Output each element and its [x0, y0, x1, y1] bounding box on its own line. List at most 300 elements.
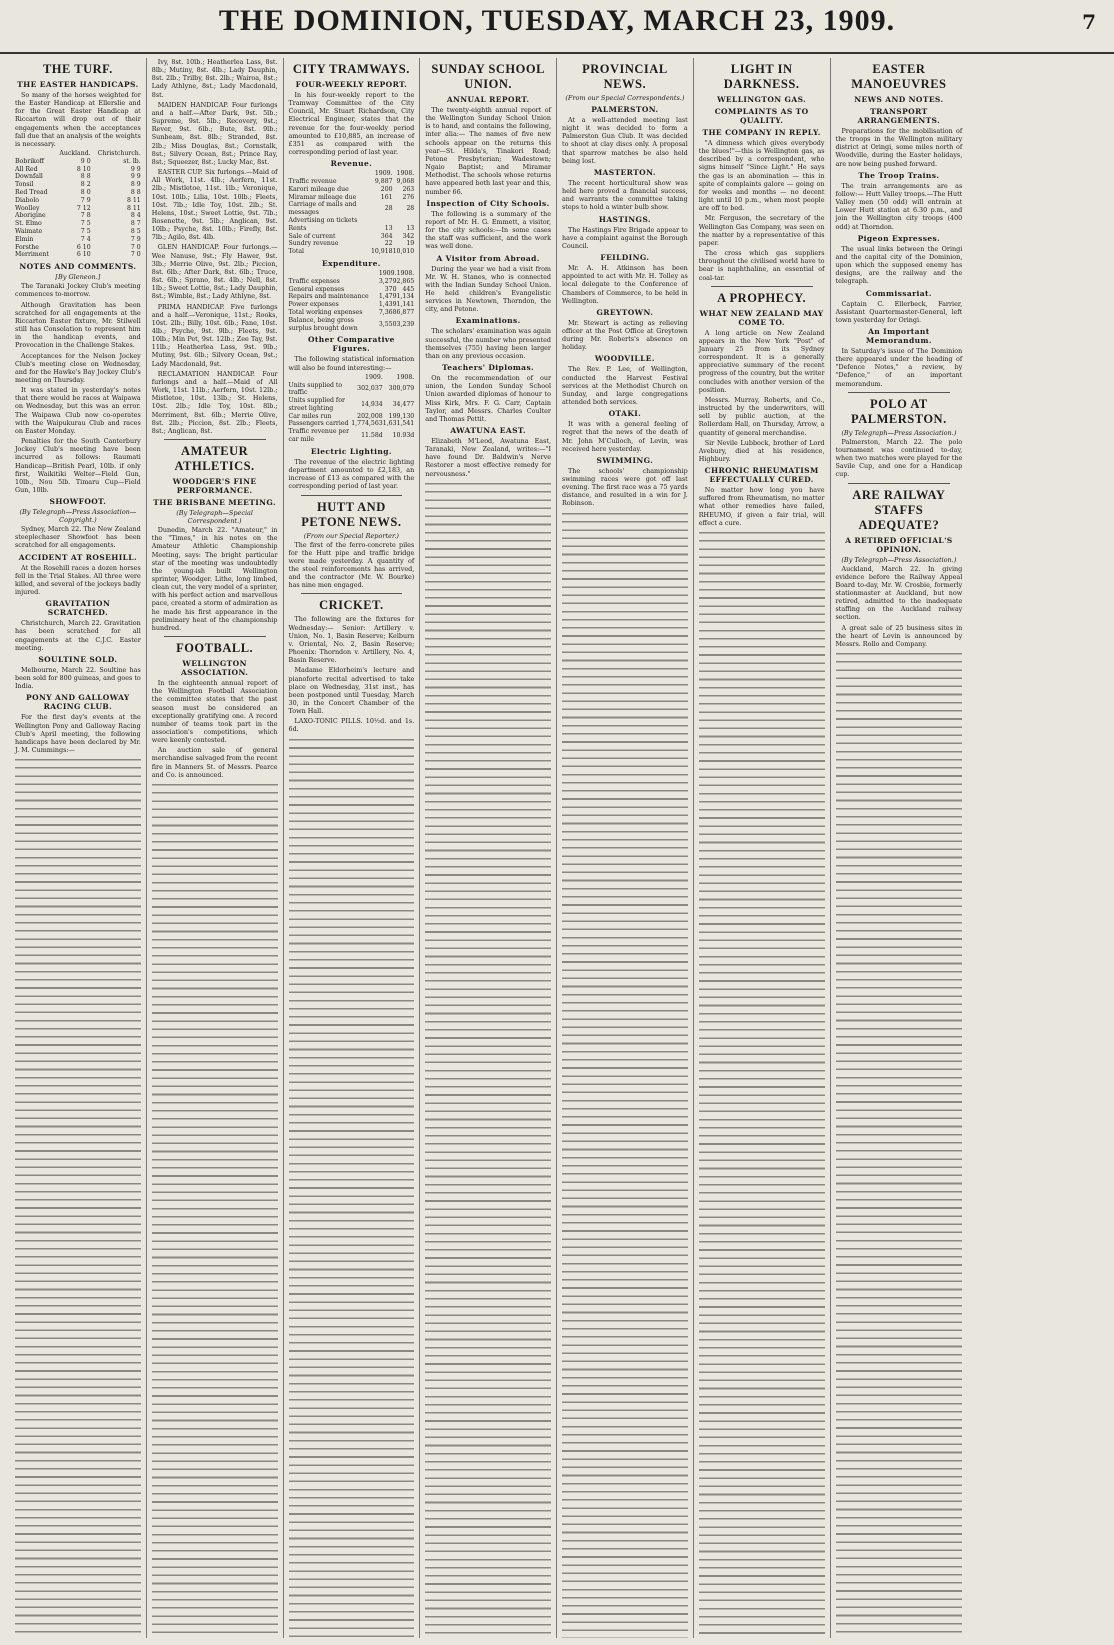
- table-row: [15, 220, 141, 228]
- divider: [711, 286, 813, 287]
- subheading: Teachers' Diplomas.: [442, 363, 535, 373]
- byline: (By Telegraph—Press Association.): [841, 428, 957, 437]
- table-cell: Balance, being gross surplus brought down: [288, 316, 358, 332]
- article-paragraph: [289, 458, 415, 491]
- article-paragraph: [15, 301, 141, 350]
- table-cell: 342: [402, 232, 415, 240]
- table-header-cell: Auckland.: [59, 150, 91, 158]
- table-row: [289, 309, 415, 317]
- table-header-cell: 1908.: [396, 170, 415, 178]
- subheading: FEILDING.: [600, 253, 650, 263]
- paragraph-text: So many of the horses weighted for the Easter Handicap at Ellerslie and for the Great Easter Handicap at Riccarton will drop out of their engagements when the acceptances fall due that an analysis of the weights is necessary.: [15, 91, 141, 148]
- byline: (By Telegraph—Press Association—Copyright.): [19, 508, 137, 525]
- article-paragraph: [152, 526, 278, 632]
- table-cell: 28: [406, 205, 415, 213]
- table-cell: 7 0: [130, 251, 141, 259]
- paragraph-text: A long article on New Zealand appears in the New York "Post" of January 25 from its Sydney correspondent. It is a generally appreciative summary of the recent progress of the country, but the writer concludes with another version of the position.: [698, 328, 825, 394]
- table-row: [289, 178, 415, 186]
- paragraph-text: It was stated in yesterday's notes that there would be races at Waipawa on Wednesday, but this was an error. The Waipawa Club now co-operates with the Waipukurau Club and races on Easter Monday.: [15, 386, 141, 435]
- subheading: WELLINGTON GAS.: [717, 95, 807, 104]
- table-cell: Aborigine: [15, 212, 46, 220]
- table-cell: 3,239: [396, 320, 415, 328]
- table-cell: 9,068: [396, 178, 415, 186]
- paragraph-text: At the Rosehill races a dozen horses fell in the Trial Stakes. All three were killed, and several of the jockeys badly injured.: [15, 563, 141, 597]
- table-cell: Sundry revenue: [288, 240, 339, 248]
- paragraph-text: The twenty-eighth annual report of the Wellington Sunday School Union is to hand, and contains the following, inter alia:— The names of five new schools appear on the returns this year—St. Hilda's, Tinakori Road; Petone Presbyterian; Wadestown; Ngaio Baptist; and Miramar Methodist. The schools whose returns have appeared both last year and this, number 66.: [425, 106, 551, 196]
- table-row: [289, 217, 415, 225]
- table-header-cell: [15, 150, 54, 158]
- paragraph-text: Dunedin, March 22. "Amateur," in the "Times," in his notes on the Amateur Athletic Championship Meeting, says: The bright particular star of the meeting was undoubtedly the young-ish built Wellington sprinter, Woodger. Lithe, long limbed, clean cut, the very model of a sprinter, with his perfect action and marvellous pace, created a storm of admiration as he made his first appearance in the preliminary heat of the championship hundred.: [151, 526, 278, 632]
- article-paragraph: [289, 91, 415, 156]
- article-paragraph: [699, 249, 825, 282]
- table-cell: 6,877: [396, 309, 415, 316]
- masthead-title: THE DOMINION, TUESDAY, MARCH 23, 1909.: [218, 4, 896, 37]
- table-header-cell: 1908.: [396, 270, 415, 278]
- table-row: [289, 397, 415, 413]
- subheading: WOODVILLE.: [594, 354, 655, 364]
- table-row: [15, 244, 141, 252]
- subheading: HASTINGS.: [598, 214, 651, 224]
- byline: (By Telegraph—Press Association.): [841, 555, 957, 564]
- table-cell: 8 11: [126, 204, 141, 212]
- section-heading: A PROPHECY.: [717, 290, 807, 305]
- table-cell: Miramar mileage due: [288, 193, 357, 201]
- paragraph-text: EASTER CUP. Six furlongs.—Maid of All Work, 11st. 4lb.; Aerfern, 11st. 2lb.; Mistletoe, 11st. 1lb.; Veronique, 10st. 10lb.; Lilia, 10st. 10lb.; Fleets, 10st. 7lb.; Idle Toy, 10st. 2lb.; St. Helens, 10st.; Sweet Lottie, 9st. 7lb.; Rosenette, 9st. 5lb.; Anglican, 9st. 10lb.; Psyche, 8st. 10lb.; Firefly, 8st. 7lb.; Agilo, 8st. 4lb.: [151, 168, 278, 242]
- table-cell: 8 8: [130, 189, 141, 197]
- subheading: MASTERTON.: [593, 167, 656, 177]
- article-paragraph: [699, 139, 825, 212]
- subheading: Examinations.: [455, 316, 521, 326]
- table-cell: Units supplied to traffic: [288, 381, 343, 397]
- table-cell: 8 0: [80, 189, 91, 197]
- subheading: ANNUAL REPORT.: [446, 95, 530, 104]
- dense-text-filler: [562, 510, 688, 1638]
- table-cell: 13: [406, 224, 415, 232]
- subheading: THE COMPANY IN REPLY.: [702, 128, 821, 137]
- section-heading: FOOTBALL.: [176, 641, 254, 656]
- table-cell: Advertising on tickets: [288, 217, 358, 225]
- paragraph-text: In his four-weekly report to the Tramway Committee of the City Council, Mr. Stuart Richardson, City Electrical Engineer, states that the revenue for the four-weekly period amounted to £10,885, an increase of £351 as compared with the corresponding period of last year.: [288, 91, 415, 157]
- paragraph-text: In the eighteenth annual report of the Wellington Football Association the committee states that the past season must be considered an exceptionally gratifying one. A record number of teams took part in the association's competitions, which were keenly contested.: [151, 679, 278, 745]
- column-4: [420, 58, 557, 1638]
- table-row: [289, 240, 415, 248]
- table-cell: 14,934: [361, 400, 383, 408]
- paragraph-text: The schools' championship swimming races were got off last evening. The first race was a 75 yards distance, and resulted in a win for J. Robinson.: [562, 466, 688, 508]
- table-cell: 370: [384, 285, 397, 293]
- table-cell: Woolley: [15, 204, 40, 212]
- article-paragraph: [289, 666, 415, 715]
- subheading: COMPLAINTS AS TO QUALITY.: [714, 107, 809, 125]
- subheading: NOTES AND COMMENTS.: [19, 262, 137, 272]
- paragraph-text: PRIMA HANDICAP. Five furlongs and a half.—Veronique, 11st.; Rooks, 10st. 2lb.; Billy, 10st. 6lb.; Fane, 10st. 4lb.; Psyche, 9st. 9lb.; Fleets, 9st. 10lb.; Min Pet, 9st. 12lb.; Zee Tay, 9st. 11lb.; Heatherlea Lass, 9st. 9lb.; Mutiny, 9st. 6lb.; Silvery Ocean, 9st.; Lady Macdonald, 9st.: [151, 302, 278, 368]
- figures-table: [289, 170, 415, 256]
- table-cell: 8 4: [130, 212, 141, 220]
- article-paragraph: [425, 210, 551, 251]
- masthead: [0, 0, 1114, 54]
- subheading: Commissariat.: [865, 288, 932, 298]
- table-cell: 7 9: [130, 235, 141, 243]
- byline: (From our Special Correspondents.): [565, 94, 685, 102]
- article-paragraph: [836, 438, 963, 479]
- table-cell: 300,079: [388, 385, 415, 393]
- table-cell: 276: [402, 193, 415, 201]
- table-cell: 202,008: [357, 412, 383, 420]
- table-cell: 7 9: [80, 196, 91, 204]
- table-header-cell: Christchurch.: [97, 150, 141, 158]
- paragraph-text: MAIDEN HANDICAP. Four furlongs and a half.—After Dark, 9st. 5lb.; Supreme, 9st. 5lb.; Recovery, 9st.; Rever, 9st. 6lb.; Bute, 8st. 9lb.; Sunbeam, 8st. 8lb.; Stranded, 8st. 2lb.; Miss Douglas, 8st.; Cornstalk, 8st.; Silvery Ocean, 8st.; Prince Ray, 8st.; Squeezer, 8st.; Lucky Mac, 8st.: [151, 100, 278, 166]
- article-paragraph: [562, 179, 688, 212]
- table-row: [289, 233, 415, 241]
- byline: (From our Special Reporter.): [303, 531, 399, 540]
- article-paragraph: [562, 467, 688, 508]
- paragraph-text: In Saturday's issue of The Dominion there appeared under the heading of "Defence Notes," a review, by "Defence," of an important memorandum.: [835, 346, 963, 388]
- subheading: A RETIRED OFFICIAL'S OPINION.: [845, 535, 953, 554]
- article-paragraph: [562, 319, 688, 352]
- table-cell: 34,477: [392, 400, 415, 408]
- table-cell: Total working expenses: [288, 309, 363, 316]
- table-cell: 2,865: [396, 277, 415, 285]
- paragraph-text: The first of the ferro-concrete piles for the Hutt pipe and traffic bridge were made yesterday. A quantity of the steel reinforcements has arrived, and the contractor (Mr. W. Bourke) has nine men engaged.: [288, 540, 415, 590]
- table-cell: 200: [380, 185, 393, 193]
- article-paragraph: [15, 713, 141, 754]
- table-row: [289, 293, 415, 301]
- subheading: WELLINGTON ASSOCIATION.: [180, 659, 249, 678]
- article-paragraph: [152, 370, 278, 435]
- table-row: [15, 251, 141, 259]
- paragraph-text: Palmerston, March 22. The polo tournament was continued to-day, when two matches were played for the Savile Cup, and one for a Handicap cup.: [835, 437, 963, 479]
- paragraph-text: On the recommendation of our union, the London Sunday School Union awarded diplomas of honour to Miss Kirk, Mrs. F. G. Carr, Captain Taylor, and Messrs. Charles Coulter and Thomas Pettit.: [425, 374, 551, 423]
- table-cell: 6 10: [76, 251, 91, 259]
- table-row: [289, 225, 415, 233]
- subheading: SHOWFOOT.: [49, 497, 107, 507]
- column-2: [147, 58, 284, 1638]
- article-paragraph: [425, 374, 551, 423]
- subheading: CHRONIC RHEUMATISM EFFECTUALLY CURED.: [704, 466, 819, 485]
- article-paragraph: [152, 58, 278, 99]
- subheading: Pigeon Expresses.: [857, 233, 941, 243]
- table-header-cell: 1909.: [365, 373, 383, 381]
- table-cell: 13: [384, 224, 393, 232]
- paragraph-text: The Taranaki Jockey Club's meeting commences to-morrow.: [15, 282, 141, 299]
- byline: [By Gleneon.]: [55, 273, 101, 282]
- table-cell: 6 10: [76, 243, 91, 251]
- page-number: 7: [1082, 10, 1096, 34]
- table-cell: Merriment: [15, 251, 49, 259]
- table-cell: Power expenses: [288, 301, 339, 309]
- subheading: TRANSPORT ARRANGEMENTS.: [857, 107, 941, 125]
- column-1: [10, 58, 147, 1638]
- paragraph-text: Although Gravitation has been scratched for all engagements at the Riccarton Easter fixture, Mr. Stilwell still has Consolation to represent him in the handicap events, and Provocation in the Challenge Stakes.: [15, 300, 141, 350]
- table-cell: Tonsil: [15, 181, 34, 189]
- paragraph-text: Penalties for the South Canterbury Jockey Club's meeting have been incurred as follows: Raumati Handicap—British Pearl, 10lb. if only first, Waikitiki Welter—Field Gun, 10lb., Nou 5lb. Timaru Cup—Field Gun, 10lb.: [15, 437, 141, 494]
- table-cell: 7 0: [130, 243, 141, 251]
- table-cell: 9 9: [130, 173, 141, 181]
- section-heading: HUTT AND PETONE NEWS.: [301, 499, 402, 529]
- subheading: Other Comparative Figures.: [307, 335, 395, 354]
- column-heading: THE TURF.: [42, 62, 113, 76]
- table-cell: St. Elmo: [15, 220, 42, 228]
- article-paragraph: [836, 347, 963, 388]
- table-cell: 7 8: [80, 212, 91, 220]
- table-cell: 364: [380, 232, 393, 240]
- table-header-cell: [289, 170, 371, 178]
- paragraph-text: Messrs. Murray, Roberts, and Co., instructed by the underwriters, will sell by public auction, at the Rollerdam Hall, on Thursday, Arrow, a quantity of general merchandise.: [698, 395, 825, 437]
- paragraph-text: It was with a general feeling of regret that the news of the death of Mr. John M'Culloch, of Levin, was received here yesterday.: [562, 420, 688, 453]
- table-header-row: [289, 270, 415, 278]
- table-row: [289, 278, 415, 286]
- divider: [164, 439, 266, 440]
- table-cell: 8 11: [126, 196, 141, 204]
- paragraph-text: Mr. Stewart is acting as relieving officer at the Post Office at Greytown during Mr. Roberts's absence on holiday.: [562, 318, 688, 352]
- table-cell: Repairs and maintenance: [288, 293, 369, 301]
- table-row: [289, 317, 415, 333]
- subheading: SOULTINE SOLD.: [38, 654, 118, 664]
- article-paragraph: [699, 486, 825, 527]
- paragraph-text: LAXO-TONIC PILLS. 10½d. and 1s. 6d.: [288, 717, 415, 734]
- table-cell: 199,130: [388, 412, 415, 420]
- subheading: SWIMMING.: [596, 455, 654, 465]
- paragraph-text: "A dimness which gives everybody the blues!"—this is Wellington gas, as described by a correspondent, who signs himself "Since Light." He says the gas is an abomination — this in spite of complaints galore — going on for weeks and months — no decent light until 10 p.m., when most people are off to bed.: [698, 139, 825, 213]
- article-paragraph: [699, 396, 825, 437]
- table-row: [289, 201, 415, 217]
- article-paragraph: [15, 619, 141, 652]
- table-cell: Carriage of mails and messages: [288, 201, 357, 217]
- paragraph-text: No matter how long you have suffered from Rheumatism, no matter what other remedies have failed, RHEUMO, if given a fair trial, will effect a cure.: [698, 486, 825, 527]
- table-cell: 161: [380, 193, 393, 201]
- table-cell: All Red: [15, 165, 38, 173]
- table-cell: 263: [402, 185, 415, 193]
- paragraph-text: Sir Nevile Lubbock, brother of Lord Avebury, died at his residence, Highbury.: [698, 438, 825, 463]
- columns: [10, 58, 1104, 1638]
- column-heading: LIGHT IN DARKNESS.: [723, 62, 800, 91]
- table-row: [15, 236, 141, 244]
- table-header-row: [289, 374, 415, 382]
- table-cell: 1,134: [396, 293, 415, 301]
- article-paragraph: [562, 264, 688, 305]
- paragraph-text: Preparations for the mobilisation of the troops in the Wellington military district at Oringi, some miles north of Woodville, during the Easter holidays, are now being pushed forward.: [835, 127, 963, 168]
- dense-text-filler: [289, 736, 415, 1638]
- table-row: [15, 189, 141, 197]
- paragraph-text: Mr. Ferguson, the secretary of the Wellington Gas Company, was seen on the matter by a representative of this paper.: [698, 214, 825, 247]
- subheading: WOODGER'S FINE PERFORMANCE.: [172, 477, 257, 496]
- article-paragraph: [289, 615, 415, 664]
- paragraph-text: The cross which gas suppliers throughout the civilised world have to bear is naphthaline, an essential of coal-tar.: [698, 249, 825, 282]
- table-cell: Forsthe: [15, 243, 39, 251]
- article-paragraph: [699, 439, 825, 463]
- section-heading: POLO AT PALMERSTON.: [851, 396, 947, 426]
- article-paragraph: [15, 437, 141, 494]
- article-paragraph: [15, 282, 141, 298]
- section-heading: ARE RAILWAY STAFFS ADEQUATE?: [852, 487, 946, 532]
- paragraph-text: A great sale of 25 business sites in the heart of Levin is announced by Messrs. Rollo and Company.: [835, 623, 963, 648]
- article-paragraph: [15, 666, 141, 690]
- article-paragraph: [562, 365, 688, 406]
- divider: [848, 392, 951, 393]
- table-cell: 10,010: [392, 248, 415, 256]
- table-row: [289, 413, 415, 421]
- table-row: [289, 301, 415, 309]
- dense-text-filler: [699, 529, 825, 1638]
- article-paragraph: [562, 420, 688, 453]
- table-cell: 1,479: [378, 293, 397, 301]
- article-paragraph: [152, 746, 278, 779]
- paragraph-text: The revenue of the electric lighting department amounted to £2,183, an increase of £13 as compared with the corresponding period of last year.: [288, 457, 415, 491]
- table-cell: Red Tread: [15, 189, 48, 197]
- table-cell: 7 5: [80, 220, 91, 228]
- table-cell: 1,631,541: [382, 420, 415, 428]
- figures-table: [289, 270, 415, 332]
- article-paragraph: [836, 127, 963, 168]
- table-header-cell: 1909.: [378, 270, 397, 278]
- subheading: PONY AND GALLOWAY RACING CLUB.: [26, 693, 130, 712]
- article-paragraph: [425, 437, 551, 478]
- table-row: [289, 248, 415, 256]
- table-cell: 8 7: [130, 220, 141, 228]
- figures-table: [289, 374, 415, 444]
- paragraph-text: During the year we had a visit from Mr. W. H. Stanes, who is connected with the Indian Sunday School Union. He held children's Evangelistic services in Newtown, Thorndon, the city, and Petone.: [425, 264, 551, 314]
- divider: [301, 593, 403, 594]
- table-cell: 10.93d: [392, 432, 415, 440]
- article-paragraph: [15, 352, 141, 385]
- paragraph-text: The train arrangements are as follow:— Hutt Valley troops.—The Hutt Valley men (50 odd) will entrain at Lower Hutt station at 6.30 p.m., and join the Wellington city troops (400 odd) at Thorndon.: [835, 181, 963, 231]
- table-cell: 9 0: [80, 157, 91, 165]
- dense-text-filler: [425, 480, 551, 1638]
- table-header-cell: 1909.: [374, 170, 393, 178]
- article-paragraph: [699, 329, 825, 394]
- paragraph-text: At a well-attended meeting last night it was decided to form a Palmerston Gun Club. It was decided to shoot at clay discs only. A proposal that sparrow matches be also held being lost.: [562, 116, 688, 165]
- table-row: [289, 420, 415, 428]
- article-paragraph: [836, 624, 963, 648]
- subheading: GREYTOWN.: [596, 307, 654, 317]
- paragraph-text: For the first day's events at the Wellington Pony and Galloway Racing Club's April meeting, the following handicaps have been declared by Mr. J. M. Cummings:—: [15, 713, 141, 754]
- table-cell: Karori mileage due: [288, 185, 349, 193]
- article-paragraph: [152, 101, 278, 166]
- subheading: WHAT NEW ZEALAND MAY COME TO.: [699, 308, 824, 327]
- paragraph-text: GLEN HANDICAP. Four furlongs.—Wee Nanuse, 9st.; Fly Hawer, 9st. 3lb.; Merrie Olive, 9st. 2lb.; Piccion, 8st. 6lb.; After Dark, 8st. 6lb.; Truce, 8st. 6lb.; Sprano, 8st. 4lb.; Nell, 8st. 1lb.; Sweet Lottie, 8st.; Lady Dauphin, 8st.; Wimble, 8st.; Lady Athlyne, 8st.: [151, 243, 278, 301]
- table-row: [289, 286, 415, 294]
- table-cell: General expenses: [288, 285, 345, 293]
- table-cell: 9,887: [374, 178, 393, 186]
- paragraph-text: The Rev. P. Lee, of Wellington, conducted the Harvest Festival services at the Methodist Church on Sunday, and large congregations attended both services.: [562, 365, 688, 407]
- article-paragraph: [289, 541, 415, 590]
- column-3: [284, 58, 421, 1638]
- table-row: [15, 181, 141, 189]
- paragraph-text: The recent horticultural show was held here proved a financial success, and warrants the committee taking steps to hold a winter bulb show.: [562, 178, 688, 212]
- subheading: NEWS AND NOTES.: [854, 95, 944, 104]
- table-cell: Total: [288, 248, 305, 256]
- table-cell: 10,918: [370, 248, 393, 256]
- subheading: An Important Memorandum.: [865, 326, 932, 345]
- table-cell: Waimate: [15, 228, 43, 236]
- article-paragraph: [289, 717, 415, 733]
- table-row: [15, 173, 141, 181]
- table-cell: 7 5: [80, 228, 91, 236]
- table-row: [15, 197, 141, 205]
- table-row: [15, 212, 141, 220]
- paragraph-text: Melbourne, March 22. Soultine has been sold for 800 guineas, and goes to India.: [15, 665, 141, 691]
- table-cell: Rents: [288, 224, 307, 232]
- table-cell: 8 2: [80, 181, 91, 189]
- paragraph-text: The scholars' examination was again successful, the number who presented themselves (755) having been larger than on any previous occasion.: [425, 327, 551, 360]
- table-cell: st. lb.: [123, 157, 141, 165]
- table-cell: 1,774,563: [351, 420, 383, 428]
- column-5: [557, 58, 694, 1638]
- article-paragraph: [836, 182, 963, 231]
- table-cell: Traffic revenue: [288, 178, 337, 186]
- figures-table: [15, 150, 141, 259]
- table-cell: Traffic revenue per car mile: [288, 428, 350, 444]
- table-cell: Bobrikoff: [15, 157, 45, 165]
- table-row: [15, 228, 141, 236]
- divider: [301, 495, 403, 496]
- article-paragraph: [836, 565, 963, 622]
- table-cell: 19: [406, 240, 415, 248]
- subheading: OTAKI.: [608, 409, 642, 419]
- table-cell: 3,279: [378, 277, 397, 285]
- paragraph-text: The usual links between the Oringi and the capital city of the Dominion, upon which the supposed enemy has designs, are the railway and the telegraph.: [835, 244, 963, 286]
- column-heading: PROVINCIAL NEWS.: [582, 62, 668, 91]
- article-paragraph: [836, 245, 963, 286]
- paragraph-text: Elizabeth M'Leod, Awatuna East, Taranaki, New Zealand, writes:—"I have found Dr. Baldwin's Nerve Restorer a most effective remedy for nervousness.": [425, 437, 551, 478]
- article-paragraph: [15, 386, 141, 435]
- column-heading: CITY TRAMWAYS.: [292, 62, 410, 76]
- paragraph-text: The following is a summary of the report of Mr. H. G. Emmett, a visitor, for the city schools:—In some cases the staff was sufficient, and the work was well done.: [425, 209, 551, 251]
- paragraph-text: The following statistical information will also be found interesting:—: [288, 355, 415, 372]
- paragraph-text: Ivy, 8st. 10lb.; Heatherlea Lass, 8st. 8lb.; Mutiny, 8st. 4lb.; Lady Dauphin, 8st. 2lb.; Trilby, 8st. 2lb.; Wairoa, 8st.; Lady Athlyne, 8st.; Lady Macdonald, 8st.: [151, 58, 278, 99]
- paragraph-text: Mr. A. H. Atkinson has been appointed to act with Mr. H. Tolley as local delegate to the Conference of Chambers of Commerce, to be held in Wellington.: [562, 264, 688, 305]
- subheading: The Troop Trains.: [858, 170, 940, 180]
- table-cell: Diabolo: [15, 196, 40, 204]
- paragraph-text: Auckland, March 22. In giving evidence before the Railway Appeal Board to-day, Mr. W. Crosbie, formerly stationmaster at Auckland, but now retired, admitted to the inadequate staffing on the Auckland railway section.: [835, 564, 963, 622]
- article-paragraph: [15, 525, 141, 549]
- subheading: AWATUNA EAST.: [450, 426, 526, 435]
- table-cell: 7,368: [378, 309, 397, 316]
- table-cell: 9 9: [130, 165, 141, 173]
- table-row: [15, 205, 141, 213]
- dense-text-filler: [15, 756, 141, 1638]
- table-cell: 1,439: [378, 301, 397, 309]
- article-paragraph: [562, 226, 688, 250]
- table-cell: 3,550: [378, 320, 397, 328]
- table-row: [289, 382, 415, 398]
- subheading: PALMERSTON.: [591, 105, 659, 114]
- paragraph-text: RECLAMATION HANDICAP. Four furlongs and a half.—Maid of All Work, 11st. 11lb.; Aerfern, 10st. 12lb.; Mistletoe, 10st. 13lb.; St. Helens, 10st. 2lb.; Idle Toy, 10st. 8lb.; Merriment, 8st. 6lb.; Merrie Olive, 8st. 2lb.; Piccion, 8st. 2lb.; Fleets, 8st.; Anglican, 8st.: [151, 369, 278, 435]
- paragraph-text: The Hastings Fire Brigade appear to have a complaint against the Borough Council.: [562, 225, 688, 250]
- divider: [164, 636, 266, 637]
- table-cell: 302,037: [357, 385, 383, 393]
- divider: [848, 483, 951, 484]
- subheading: Electric Lighting.: [310, 446, 392, 456]
- paragraph-text: Sydney, March 22. The New Zealand steeplechaser Showfoot has been scratched for all engagements.: [15, 525, 141, 550]
- subheading: THE BRISBANE MEETING.: [153, 498, 276, 508]
- table-cell: 7 12: [76, 204, 91, 212]
- article-paragraph: [15, 564, 141, 597]
- table-cell: 11.58d: [361, 432, 383, 440]
- article-paragraph: [425, 265, 551, 314]
- paragraph-text: Captain C. Ellerbeck, Farrier, Assistant Quartermaster-General, left town yesterday for Oringi.: [835, 299, 963, 324]
- paragraph-text: Acceptances for the Nelson Jockey Club's meeting close on Wednesday, and for the Hawke's Bay Jockey Club's meeting on Thursday.: [15, 351, 141, 384]
- article-paragraph: [152, 303, 278, 368]
- article-paragraph: [289, 355, 415, 371]
- subheading: A Visitor from Abroad.: [436, 253, 540, 263]
- table-cell: Downfall: [15, 173, 43, 181]
- article-paragraph: [152, 679, 278, 744]
- table-cell: [393, 217, 415, 225]
- article-paragraph: [425, 327, 551, 360]
- subheading: THE EASTER HANDICAPS.: [17, 80, 139, 89]
- section-heading: CRICKET.: [319, 598, 384, 613]
- paragraph-text: An auction sale of general merchandise salvaged from the recent fire in Manners St. of Messrs. Pearce and Co. is announced.: [151, 746, 278, 779]
